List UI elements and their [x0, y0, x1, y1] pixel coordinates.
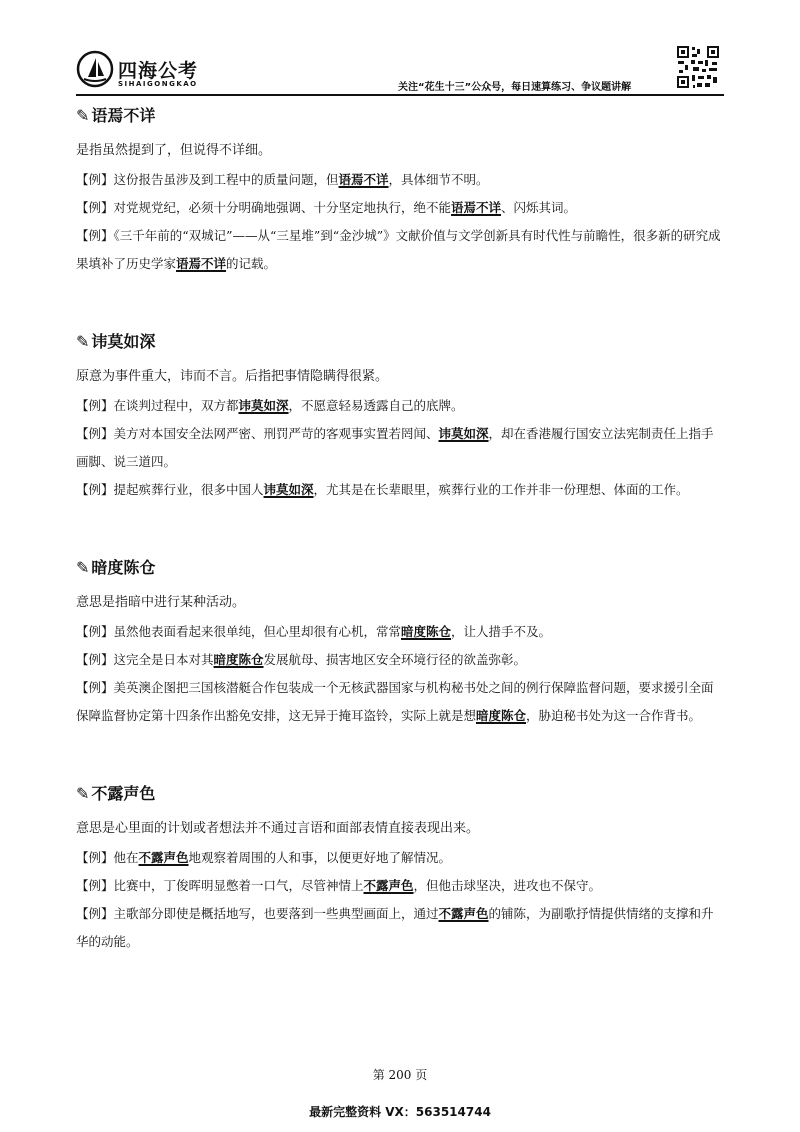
entry-title: ✎ 讳莫如深 — [76, 332, 156, 351]
idiom-entry — [76, 556, 724, 730]
example-sentence: 【例】美英澳企图把三国核潜艇合作包装成一个无核武器国家与机构秘书处之间的例行保障监督问题，要求援引全面保障监督协定第十四条作出豁免安排，这无异于掩耳盗铃，实际上就是想暗度陈仓，胁迫秘书处为这一合作背书。 — [76, 680, 714, 723]
example-sentence: 【例】这份报告虽涉及到工程中的质量问题，但语焉不详，具体细节不明。 — [76, 172, 489, 187]
idiom-entry — [76, 330, 724, 504]
entry-title: ✎ 暗度陈仓 — [76, 558, 156, 577]
brand-name: 四海公考 — [118, 60, 199, 82]
example-sentence: 【例】《三千年前的“双城记”——从“三星堆”到“金沙城”》文献价值与文学创新具有时代性与前瞻性，很多新的研究成果填补了历史学家语焉不详的记载。 — [76, 228, 721, 271]
example-sentence: 【例】这完全是日本对其暗度陈仓发展航母、损害地区安全环境行径的欲盖弥彰。 — [76, 652, 527, 667]
entry-meaning: 意思是指暗中进行某种活动。 — [76, 595, 246, 610]
pencil-icon: ✎ — [76, 106, 90, 125]
entry-title: ✎ 语焉不详 — [76, 106, 156, 125]
example-sentence: 【例】虽然他表面看起来很单纯，但心里却很有心机，常常暗度陈仓，让人措手不及。 — [76, 624, 552, 639]
brand-subtitle: SIHAIGONGKAO — [118, 80, 198, 88]
footer-contact: 最新完整资料 VX：563514744 — [309, 1105, 491, 1119]
sailboat-logo-icon — [76, 50, 114, 88]
document-body — [76, 104, 724, 956]
example-sentence: 【例】他在不露声色地观察着周围的人和事，以便更好地了解情况。 — [76, 850, 452, 865]
example-sentence: 【例】主歌部分即使是概括地写，也要落到一些典型画面上，通过不露声色的铺陈，为副歌抒情提供情绪的支撑和升华的动能。 — [76, 906, 714, 949]
qr-code-icon — [676, 45, 720, 89]
example-sentence: 【例】对党规党纪，必须十分明确地强调、十分坚定地执行，绝不能语焉不详、闪烁其词。 — [76, 200, 577, 215]
entry-meaning: 意思是心里面的计划或者想法并不通过言语和面部表情直接表现出来。 — [76, 821, 480, 836]
example-sentence: 【例】提起殡葬行业，很多中国人讳莫如深，尤其是在长辈眼里，殡葬行业的工作并非一份理想、体面的工作。 — [76, 482, 689, 497]
entry-meaning: 原意为事件重大，讳而不言。后指把事情隐瞒得很紧。 — [76, 369, 389, 384]
example-sentence: 【例】在谈判过程中，双方都讳莫如深，不愿意轻易透露自己的底牌。 — [76, 398, 464, 413]
example-sentence: 【例】比赛中，丁俊晖明显憋着一口气，尽管神情上不露声色，但他击球坚决，进攻也不保守。 — [76, 878, 602, 893]
header-divider — [76, 94, 724, 96]
header-slogan: 关注“花生十三”公众号，每日速算练习、争议题讲解 — [398, 82, 632, 93]
entry-meaning: 是指虽然提到了，但说得不详细。 — [76, 143, 272, 158]
pencil-icon: ✎ — [76, 558, 90, 577]
idiom-entry — [76, 782, 724, 956]
example-sentence: 【例】美方对本国安全法网严密、刑罚严苛的客观事实置若罔闻、讳莫如深，却在香港履行国安立法宪制责任上指手画脚、说三道四。 — [76, 426, 714, 469]
idiom-entry — [76, 104, 724, 278]
pencil-icon: ✎ — [76, 784, 90, 803]
page-number: 第 200 页 — [372, 1068, 428, 1082]
page-header — [0, 0, 800, 100]
entry-title: ✎ 不露声色 — [76, 784, 156, 803]
pencil-icon: ✎ — [76, 332, 90, 351]
